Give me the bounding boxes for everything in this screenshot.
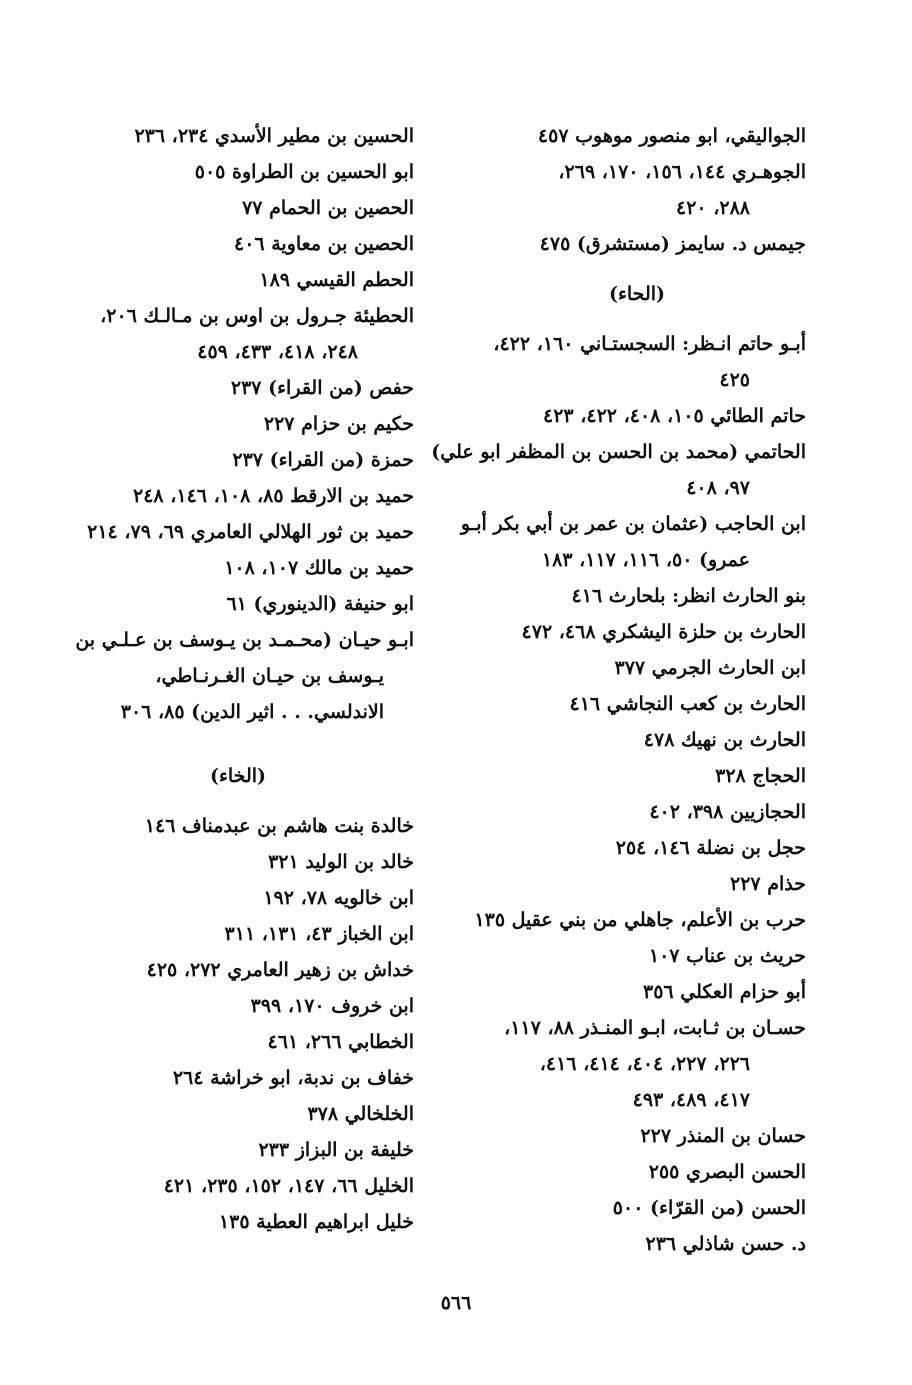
index-entry: د. حسن شاذلي ٢٣٦ (645, 1233, 806, 1255)
index-entry: الحارث بن كعب النجاشي ٤١٦ (569, 693, 806, 715)
index-entry-continuation: ٢٨٨، ٤٢٠ (676, 197, 750, 219)
left-entries-before-heading (62, 118, 414, 730)
index-entry: الحجازيين ٣٩٨، ٤٠٢ (649, 801, 806, 823)
index-entry: خالد بن الوليد ٣٢١ (268, 851, 414, 873)
index-entry: خداش بن زهير العامري ٢٧٢، ٤٢٥ (146, 959, 414, 981)
index-entry: الحجاج ٣٢٨ (715, 765, 806, 787)
index-entry-continuation: ٤٢٥ (719, 369, 750, 391)
index-entry: حسان بن المنذر ٢٢٧ (640, 1125, 806, 1147)
index-entry: الحسن البصري ٢٥٥ (648, 1161, 806, 1183)
index-entry: حكيم بن حزام ٢٢٧ (263, 413, 414, 435)
left-column (62, 118, 414, 1240)
index-entry-continuation: ٩٧، ٤٠٨ (686, 477, 750, 499)
index-entry: الحاتمي (محمد بن الحسن بن المظفر ابو علي) (431, 441, 806, 463)
index-entry: الحطم القيسي ١٨٩ (259, 269, 414, 291)
index-entry: الحصين بن الحمام ٧٧ (242, 197, 414, 219)
index-entry: الخطابي ٢٦٦، ٤٦١ (267, 1031, 414, 1053)
index-entry: جيمس د. سايمز (مستشرق) ٤٧٥ (539, 233, 806, 255)
index-entry: حميد بن ثور الهلالي العامري ٦٩، ٧٩، ٢١٤ (87, 521, 414, 543)
index-entry: الحسين بن مطير الأسدي ٢٣٤، ٢٣٦ (134, 125, 414, 147)
index-entry: بنو الحارث انظر: بلحارث ٤١٦ (571, 585, 806, 607)
index-entry: حمزة (من القراء) ٢٣٧ (232, 449, 414, 471)
left-entries-after-heading (62, 808, 414, 1240)
index-entry: خالدة بنت هاشم بن عبدمناف ١٤٦ (144, 815, 414, 837)
index-entry: حذام ٢٢٧ (729, 873, 806, 895)
index-entry: الحارث بن حلزة اليشكري ٤٦٨، ٤٧٢ (521, 621, 806, 643)
index-entry: خفاف بن ندبة، ابو خراشة ٢٦٤ (172, 1067, 414, 1089)
right-entries-before-heading (468, 118, 806, 262)
index-entry: الخليل ٦٦، ١٤٧، ١٥٢، ٢٣٥، ٤٢١ (163, 1175, 414, 1197)
index-entry: حجل بن نضلة ١٤٦، ٢٥٤ (615, 837, 806, 859)
right-column (431, 118, 806, 1262)
right-entries-after-heading (431, 326, 806, 1262)
index-entry: حسـان بن ثـابت، ابـو المنـذر ٨٨، ١١٧، (504, 1017, 806, 1039)
index-entry-continuation: يـوسف بن حيـان الغـرنـاطي، (155, 665, 384, 687)
index-entry: ابن الحاجب (عثمان بن عمر بن أبي بكر أبـو (460, 513, 806, 535)
index-entry: حاتم الطائي ١٠٥، ٤٠٨، ٤٢٢، ٤٢٣ (542, 405, 806, 427)
index-entry: ابن الحارث الجرمي ٣٧٧ (614, 657, 806, 679)
index-entry: الجوهـري ١٤٤، ١٥٦، ١٧٠، ٢٦٩، (558, 161, 806, 183)
index-entry: حميد بن مالك ١٠٧، ١٠٨ (224, 557, 414, 579)
index-entry: الحطيئة جـرول بن اوس بن مـالـك ٢٠٦، (100, 305, 414, 327)
index-entry: الخلخالي ٣٧٨ (307, 1103, 414, 1125)
index-entry: خليل ابراهيم العطية ١٣٥ (218, 1211, 414, 1233)
index-entry: الحسن (من القرّاء) ٥٠٠ (612, 1197, 806, 1219)
index-entry: خليفة بن البزاز ٢٣٣ (258, 1139, 414, 1161)
index-entry: الجواليقي، ابو منصور موهوب ٤٥٧ (537, 125, 806, 147)
index-entry: ابن خروف ١٧٠، ٣٩٩ (250, 995, 414, 1017)
page-number: ٥٦٦ (440, 1292, 472, 1314)
index-entry: ابـو حيـان (محـمـد بن يـوسف بن عـلـي بن (75, 629, 414, 651)
section-heading-ha: (الحاء) (608, 283, 666, 305)
index-entry-continuation: ٢٢٦، ٢٢٧، ٤٠٤، ٤١٤، ٤١٦، (539, 1053, 750, 1075)
index-entry: أبـو حاتم انـظر: السجستـاني ١٦٠، ٤٢٢، (493, 333, 806, 355)
index-entry: ابو الحسين بن الطراوة ٥٠٥ (194, 161, 414, 183)
section-heading-kha: (الخاء) (209, 765, 267, 787)
index-entry: ابو حنيفة (الدينوري) ٦١ (226, 593, 414, 615)
index-entry: أبو حزام العكلي ٣٥٦ (643, 981, 806, 1003)
index-entry-continuation: عمرو) ٥٠، ١١٦، ١١٧، ١٨٣ (541, 549, 750, 571)
index-entry: حميد بن الارقط ٨٥، ١٠٨، ١٤٦، ٢٤٨ (133, 485, 414, 507)
index-entry: حرب بن الأعلم، جاهلي من بني عقيل ١٣٥ (474, 909, 806, 931)
index-entry: الحارث بن نهيك ٤٧٨ (643, 729, 806, 751)
index-entry-continuation: ٤١٧، ٤٨٩، ٤٩٣ (632, 1089, 750, 1111)
index-entry: الحصين بن معاوية ٤٠٦ (233, 233, 414, 255)
index-entry-continuation: ٢٤٨، ٤١٨، ٤٣٣، ٤٥٩ (197, 341, 358, 363)
index-entry: حريث بن عناب ١٠٧ (648, 945, 806, 967)
index-entry-continuation: الاندلسي. . . اثير الدين) ٨٥، ٣٠٦ (120, 701, 384, 723)
index-entry: ابن الخباز ٤٣، ١٣١، ٣١١ (224, 923, 414, 945)
index-entry: ابن خالويه ٧٨، ١٩٢ (263, 887, 414, 909)
index-entry: حفص (من القراء) ٢٣٧ (230, 377, 414, 399)
